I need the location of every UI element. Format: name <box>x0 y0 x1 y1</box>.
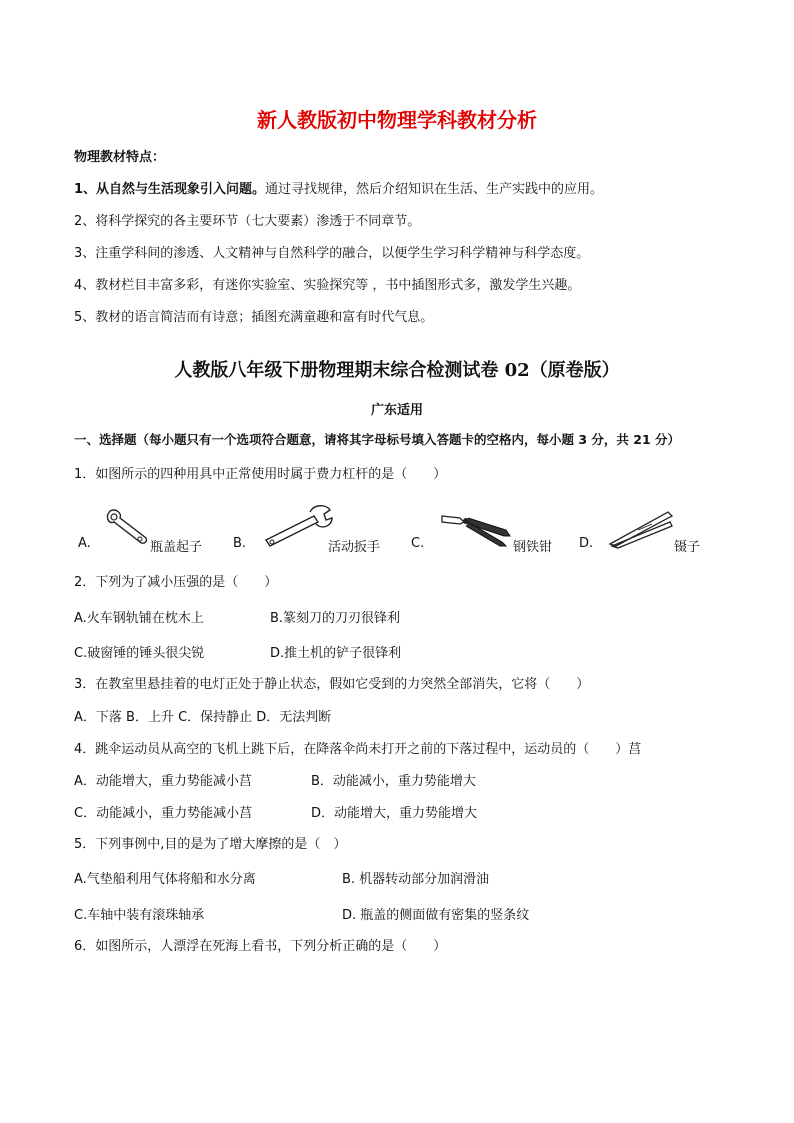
feature-item-4: 4、教材栏目丰富多彩，有迷你实验室、实验探究等 ，书中插图形式多，激发学生兴趣。 <box>74 278 581 293</box>
q4-option-b: B．动能减小，重力势能增大 <box>311 774 476 789</box>
feature-item-1-bold: 1、从自然与生活现象引入问题。 <box>74 182 266 197</box>
q1-option-b-label: 活动扳手 <box>328 540 381 555</box>
tweezers-icon <box>608 508 674 548</box>
q1-option-c-label: 钢铁钳 <box>513 540 553 555</box>
q2-option-d: D.推土机的铲子很锋利 <box>270 646 402 661</box>
q3-stem: 3．在教室里悬挂着的电灯正处于静止状态，假如它受到的力突然全部消失，它将（ ） <box>74 677 590 692</box>
q5-option-d: D. 瓶盖的侧面做有密集的竖条纹 <box>342 908 530 923</box>
q4-option-d: D．动能增大，重力势能增大 <box>311 806 478 821</box>
wrench-icon <box>262 504 334 546</box>
q2-option-b: B.篆刻刀的刀刃很锋利 <box>270 611 401 626</box>
section-heading: 一、选择题（每小题只有一个选项符合题意，请将其字母标号填入答题卡的空格内，每小题 3 分，共 21 分） <box>74 432 681 447</box>
page-title: 新人教版初中物理学科教材分析 <box>257 108 537 132</box>
bottle-opener-icon <box>104 508 150 548</box>
q6-stem: 6．如图所示，人漂浮在死海上看书，下列分析正确的是（ ） <box>74 939 447 954</box>
q3-options: A．下落 B．上升 C．保持静止 D．无法判断 <box>74 710 332 725</box>
feature-item-1-text: 通过寻找规律，然后介绍知识在生活、生产实践中的应用。 <box>265 182 604 197</box>
q4-stem: 4．跳伞运动员从高空的飞机上跳下后，在降落伞尚未打开之前的下落过程中，运动员的（ ）莒 <box>74 742 642 757</box>
q4-option-c: C．动能减小，重力势能减小莒 <box>74 806 253 821</box>
exam-title: 人教版八年级下册物理期末综合检测试卷 02（原卷版） <box>174 360 620 381</box>
feature-item-5: 5、教材的语言简洁而有诗意；插图充满童趣和富有时代气息。 <box>74 310 434 325</box>
pliers-icon <box>440 508 512 548</box>
q1-option-c-letter: C. <box>411 536 425 551</box>
feature-item-1 <box>74 178 603 197</box>
feature-item-3: 3、注重学科间的渗透、人文精神与自然科学的融合，以便学生学习科学精神与科学态度。 <box>74 246 590 261</box>
q1-option-b-letter: B. <box>233 536 247 551</box>
exam-subtitle: 广东适用 <box>370 403 423 418</box>
q2-option-a: A.火车钢轨铺在枕木上 <box>74 611 204 626</box>
q2-option-c: C.破窗锤的锤头很尖锐 <box>74 646 205 661</box>
q1-option-a-letter: A. <box>78 536 91 551</box>
q1-option-a-label: 瓶盖起子 <box>150 540 203 555</box>
q5-option-c: C.车轴中装有滚珠轴承 <box>74 908 205 923</box>
q5-option-a: A.气垫船利用气体将船和水分离 <box>74 872 256 887</box>
q1-option-d-letter: D. <box>579 536 594 551</box>
q5-option-b: B. 机器转动部分加润滑油 <box>342 872 490 887</box>
q4-option-a: A．动能增大，重力势能减小莒 <box>74 774 252 789</box>
q1-option-d-label: 镊子 <box>674 540 701 555</box>
features-heading: 物理教材特点： <box>74 150 166 165</box>
q2-stem: 2．下列为了减小压强的是（ ） <box>74 575 278 590</box>
q1-stem: 1．如图所示的四种用具中正常使用时属于费力杠杆的是（ ） <box>74 467 447 482</box>
feature-item-2: 2、将科学探究的各主要环节（七大要素）渗透于不同章节。 <box>74 214 421 229</box>
q5-stem: 5．下列事例中,目的是为了增大摩擦的是（ ） <box>74 837 347 852</box>
